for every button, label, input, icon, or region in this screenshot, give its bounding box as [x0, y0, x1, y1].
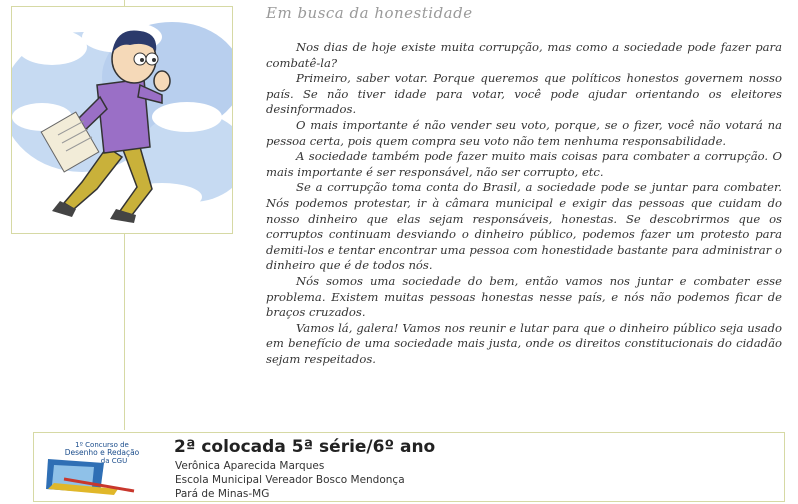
logo-text-2: Desenho e Redação	[64, 448, 140, 457]
logo-text-3: da CGU	[100, 457, 128, 465]
essay-paragraph: Se a corrupção toma conta do Brasil, a sociedade pode se juntar para combater. Nós podemos protestar, ir à câmara municipal e exigir das pessoas que cuidam do nosso dinheiro que elas sejam responsáveis, honestas. Se descobrirmos que os corruptos continuam desviando o dinheiro público, podemos fazer um protesto para demiti-los e tentar encontrar uma pessoa com honestidade bastante para administrar o dinheiro que é de todos nós.	[266, 180, 782, 273]
student-name: Verônica Aparecida Marques	[175, 460, 325, 472]
essay-title: Em busca da honestidade	[266, 4, 473, 22]
essay-paragraph: A sociedade também pode fazer muito mais coisas para combater a corrupção. O mais importante é ser responsável, não ser corrupto, etc.	[266, 149, 782, 179]
school-name: Escola Municipal Vereador Bosco Mendonça	[175, 474, 405, 486]
essay-paragraph: Nos dias de hoje existe muita corrupção, mas como a sociedade pode fazer para combatê-la?	[266, 40, 782, 70]
essay-paragraph: O mais importante é não vender seu voto, porque, se o fizer, você não votará na pessoa certa, pois quem compra seu voto não tem nenhuma responsabilidade.	[266, 117, 782, 148]
contest-logo	[44, 439, 154, 495]
logo-text-1: 1º Concurso de	[75, 441, 129, 449]
essay-paragraph: Primeiro, saber votar. Porque queremos que políticos honestos governem nosso país. Se não tiver idade para votar, você pode ajudar orientando os eleitores desinformados.	[266, 71, 782, 117]
cartoon-boy-shouting-icon	[12, 7, 232, 233]
essay-body	[266, 40, 782, 367]
city-name: Pará de Minas-MG	[175, 488, 270, 500]
award-title: 2ª colocada 5ª série/6º ano	[174, 437, 436, 457]
illustration	[11, 6, 233, 234]
essay-paragraph: Nós somos uma sociedade do bem, então vamos nos juntar e combater esse problema. Existem muitas pessoas honestas nesse país, e nós não podemos ficar de braços cruzados.	[266, 273, 782, 320]
credits-box	[33, 432, 785, 502]
essay-paragraph: Vamos lá, galera! Vamos nos reunir e lutar para que o dinheiro público seja usado em benefício de uma sociedade mais justa, onde os direitos constitucionais do cidadão sejam respeitados.	[266, 320, 782, 366]
